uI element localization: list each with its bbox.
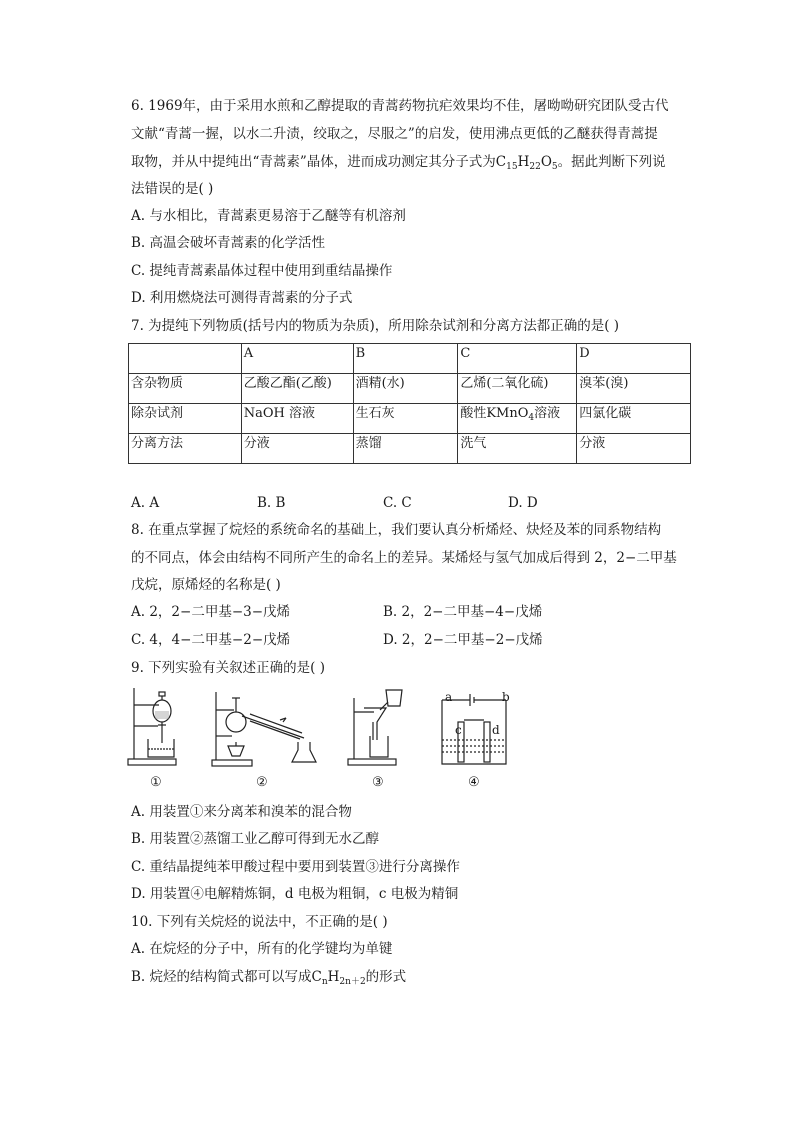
table-cell: A [241, 344, 353, 374]
table-cell: 生石灰 [353, 404, 458, 434]
q9-option-d: D. 用装置④电解精炼铜，d 电极为粗铜，c 电极为精铜 [131, 886, 459, 902]
table-cell: 乙酸乙酯(乙酸) [241, 374, 353, 404]
q10-stem: 10. 下列有关烷烃的说法中，不正确的是( ) [131, 914, 388, 930]
q9-option-a: A. 用装置①来分离苯和溴苯的混合物 [131, 804, 352, 820]
apparatus-2-distillation-icon [210, 690, 330, 768]
q6-line-2: 文献“青蒿一握，以水二升渍，绞取之，尽服之”的启发，使用沸点更低的乙醚获得青蒿提 [131, 126, 658, 142]
q8-option-c: C. 4，4−二甲基−2−戊烯 [131, 632, 291, 648]
figure-label-2: ② [256, 775, 268, 790]
q7-option-d: D. D [508, 495, 538, 511]
electrode-label-c: c [455, 723, 462, 737]
table-cell: B [353, 344, 458, 374]
formula-sub-n: n [321, 977, 328, 987]
q10-option-b [131, 967, 406, 987]
kmno4-sub: 4 [528, 413, 535, 423]
q7-option-c: C. C [383, 495, 412, 511]
q10-option-b-pre: B. 烷烃的结构简式都可以写成C [131, 969, 322, 985]
q9-option-c: C. 重结晶提纯苯甲酸过程中要用到装置③进行分离操作 [131, 859, 460, 875]
q7-table [128, 343, 691, 464]
q6-option-a: A. 与水相比，青蒿素更易溶于乙醚等有机溶剂 [131, 208, 406, 224]
q7-option-a: A. A [131, 495, 160, 511]
figure-label-4: ④ [468, 775, 480, 790]
table-cell: 分液 [577, 434, 691, 464]
kmno4-pre: 酸性KMnO [460, 406, 529, 421]
table-cell: 洗气 [458, 434, 577, 464]
formula-o: O [540, 154, 552, 170]
figure-label-1: ① [150, 775, 162, 790]
table-cell: 含杂物质 [129, 374, 242, 404]
table-cell: 分离方法 [129, 434, 242, 464]
apparatus-1-separatory-funnel-icon [126, 683, 186, 768]
table-row [129, 404, 691, 434]
table-cell: 溴苯(溴) [577, 374, 691, 404]
formula-sub-5: 5 [551, 162, 558, 172]
q6-line-3-pre: 取物，并从中提纯出“青蒿素”晶体，进而成功测定其分子式为C [131, 154, 507, 170]
formula-sub-15: 15 [506, 162, 518, 172]
table-cell: NaOH 溶液 [241, 404, 353, 434]
formula-sub-22: 22 [529, 162, 541, 172]
q9-stem: 9. 下列实验有关叙述正确的是( ) [131, 660, 325, 676]
q6-option-d: D. 利用燃烧法可测得青蒿素的分子式 [131, 290, 353, 306]
table-cell: C [458, 344, 577, 374]
table-cell: 蒸馏 [353, 434, 458, 464]
q6-line-4: 法错误的是( ) [131, 181, 214, 197]
figure-label-3: ③ [372, 775, 384, 790]
formula-h: H [517, 154, 530, 170]
q6-line-3-post: 。据此判断下列说 [557, 154, 666, 170]
electrode-label-d: d [492, 723, 500, 737]
apparatus-3-filtration-icon [346, 688, 408, 768]
q9-option-b: B. 用装置②蒸馏工业乙醇可得到无水乙醇 [131, 831, 380, 847]
table-cell: 乙烯(二氧化硫) [458, 374, 577, 404]
q6-option-c: C. 提纯青蒿素晶体过程中使用到重结晶操作 [131, 263, 393, 279]
table-cell [458, 404, 577, 434]
table-cell [129, 344, 242, 374]
table-row [129, 374, 691, 404]
q10-option-b-post: 的形式 [365, 969, 407, 985]
formula-h: H [327, 969, 340, 985]
q8-option-b: B. 2，2−二甲基−4−戊烯 [383, 604, 543, 620]
formula-sub-2n2: 2n＋2 [339, 977, 366, 987]
q6-line-3 [131, 152, 666, 172]
q8-line-2: 的不同点，体会由结构不同所产生的命名上的差异。某烯烃与氢气加成后得到 2，2−二甲基 [131, 550, 677, 566]
q8-line-1: 8. 在重点掌握了烷烃的系统命名的基础上，我们要认真分析烯烃、炔烃及苯的同系物结构 [131, 522, 662, 538]
table-cell: 除杂试剂 [129, 404, 242, 434]
q8-line-3: 戊烷，原烯烃的名称是( ) [131, 577, 281, 593]
table-row [129, 344, 691, 374]
q10-option-a: A. 在烷烃的分子中，所有的化学键均为单键 [131, 941, 393, 957]
electrode-label-a: a [445, 690, 453, 704]
table-cell: 分液 [241, 434, 353, 464]
q6-line-1: 6. 1969年，由于采用水煎和乙醇提取的青蒿药物抗疟效果均不佳，屠呦呦研究团队受古代 [131, 98, 669, 114]
table-cell: D [577, 344, 691, 374]
table-row [129, 434, 691, 464]
table-cell: 四氯化碳 [577, 404, 691, 434]
electrode-label-b: b [502, 690, 510, 704]
q7-stem: 7. 为提纯下列物质(括号内的物质为杂质)，所用除杂试剂和分离方法都正确的是( ) [131, 318, 620, 334]
q6-option-b: B. 高温会破坏青蒿素的化学活性 [131, 235, 326, 251]
table-cell: 酒精(水) [353, 374, 458, 404]
q7-option-b: B. B [257, 495, 286, 511]
q8-option-d: D. 2，2−二甲基−2−戊烯 [383, 632, 543, 648]
kmno4-post: 溶液 [534, 406, 561, 421]
q8-option-a: A. 2，2−二甲基−3−戊烯 [131, 604, 291, 620]
